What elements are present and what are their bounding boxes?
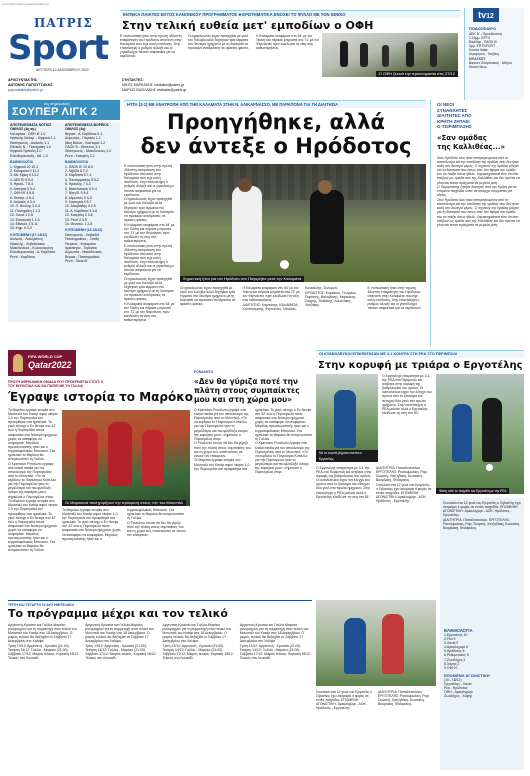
- ergotelis-photo-2-caption: Φάση από το παιχνίδι του Εργοτέλη με την ΡΕΑ: [436, 488, 509, 494]
- ergotelis-body: Ο Εργοτέλης επικράτησε με 3-1 της ΡΕΑ στο Περιμπόλι και ανέβηκε στην κορυφή της βαθμολογίας του ομίλου. Οι κυανόλευκοι είχαν τον έλεγχο του αγώνα από το ξεκίνημα και πέτυχαν δύο γκολ στο πρώτο ημίχρονο. Στην επανάληψη η ΡΕΑ μείωσε αλλά ο Εργοτέλης κλείδωσε τη νίκη στο 81'.: [382, 374, 432, 415]
- editor-role: ΑΡΧΙΣΥΝΤΑΚΤΗΣ:: [8, 78, 38, 82]
- worldcup-body: Το Μαρόκο έγραψε ιστορία στο Μουντιάλ του Κατάρ αφού νίκησε 1-0 την Πορτογαλία και προκρίθηκε στα ημιτελικά. Το γκολ πέτυχε ο Εν Νεσίρι στο 42' ενώ η Πορτογαλία πίεσε ασφυκτικά στο δεύτερο ημίχρονο χωρίς να καταφέρει να ισοφαρίσει. Μεγάλος πρωταγωνιστής ήταν και ο τερματοφύλακας Μπουνού. Στα ημιτελικά το Μαρόκο θα αντιμετωπίσει τη Γαλλία. Ο Κριστιάνο Ρονάλντο έγραψε στα social media για τον αποκλεισμό της Πορτογαλίας από το Μουντιάλ. «Το να κερδίσω το Παγκόσμιο Κύπελλο για την Πορτογαλία ήταν το μεγαλύτερο και πιο φιλόδοξο όνειρο της καριέρας μου», σημείωσε ο Πορτογάλος σταρ. Το Μαρόκο έγραψε ιστορία στο Μουντιάλ του Κατάρ αφού νίκησε 1-0 την Πορτογαλία και προκρίθηκε στα ημιτελικά. Το γκολ πέτυχε ο Εν Νεσίρι στο 42' ενώ η Πορτογαλία πίεσε ασφυκτικά στο δεύτερο ημίχρονο χωρίς να καταφέρει να ισοφαρίσει. Μεγάλος πρωταγωνιστής ήταν και ο τερματοφύλακας Μπουνού. Στα ημιτελικά το Μαρόκο θα αντιμετωπίσει τη Γαλλία.: [8, 408, 58, 553]
- staff-box-2: [122, 78, 232, 93]
- staff-box: [8, 78, 118, 93]
- sl2-prefix: Δη σημειωτική: [44, 101, 70, 106]
- main-body-col1: Ε ντυπωσιακή ήταν στην πρώτη 45λεπτη επικράτηση του Ηρόδοτου απέναντι στην Καλαμάτα που είχε καλή απόδοση. Στην επανάληψη ο ρυθμός άλλαξε και οι γηπεδούχοι πίεσαν ασφυκτικά για να κερδίσουν. Οι ηρακλειώτες είχαν προηγηθεί με γκολ του Καλύβα αλλά δέχτηκαν τρία τέρματα στο δεύτερο ημίχρονο με τη διαιτησία να προκαλεί αντιδράσεις σε αρκετές φάσεις. Η Καλαμάτα ισοφάρισε στο 54' με τον Τεκίνη και πέρασε μπροστά στο 71' με τον Φερνάντες πριν κλειδώσει τη νίκη στις καθυστερήσεις. Ε ντυπωσιακή ήταν στην πρώτη 45λεπτη επικράτηση του Ηρόδοτου απέναντι στην Καλαμάτα που είχε καλή απόδοση. Στην επανάληψη ο ρυθμός άλλαξε και οι γηπεδούχοι πίεσαν ασφυκτικά για να κερδίσουν. Οι ηρακλειώτες είχαν προηγηθεί με γκολ του Καλύβα αλλά δέχτηκαν τρία τέρματα στο δεύτερο ημίχρονο με τη διαιτησία να προκαλεί αντιδράσεις σε αρκετές φάσεις. Η Καλαμάτα ισοφάρισε στο 54' με τον Τεκίνη και πέρασε μπροστά στο 71' με τον Φερνάντες πριν κλειδώσει τη νίκη στις καθυστερήσεις.: [124, 164, 175, 323]
- top-body: Ε ντυπωσιακή ήταν στην πρώτη 45λεπτη επικράτηση του Ηρόδοτου απέναντι στην Καλαμάτα που είχε καλή απόδοση. Στην επανάληψη ο ρυθμός άλλαξε και οι γηπεδούχοι πίεσαν ασφυκτικά για να κερδίσουν. Οι ηρακλειώτες είχαν προηγηθεί με γκολ του Καλύβα αλλά δέχτηκαν τρία τέρματα στο δεύτερο ημίχρονο με τη διαιτησία να προκαλεί αντιδράσεις σε αρκετές φάσεις. Η Καλαμάτα ισοφάρισε στο 54' με τον Τεκίνη και πέρασε μπροστά στο 71' με τον Φερνάντες πριν κλειδώσει τη νίκη στις καθυστερήσεις.: [120, 34, 320, 59]
- masthead: [8, 14, 108, 74]
- morocco-caption: Οι Μαροκινοί πανηγυρίζουν την πρόκριση στους «4» του Μουντιάλ: [62, 500, 186, 506]
- ergotelis-headline: Στην κορυφή με τριάρα ο Εργοτέλης: [318, 360, 523, 371]
- ergotelis-photo-caption: Με τα σωστά βήματα κινείται ο Εργοτέλης: [316, 450, 378, 462]
- staff-1: ΝΙΚΟΣ ΜΑΡΚΑΚΗΣ markakis@patris.gr: [122, 83, 185, 87]
- sl2-tables: ΑΠΟΤΕΛΕΣΜΑΤΑ ΝΟΤΙΟΣ ΟΜΙΛΟΣ (4η αγ.) Καλαμάτα - ΟΦΗ Β' 1-0 Ηρακλής Καλαμ. - Κηφισιά 1-1 Θεσπρωτός - Αιολικός 1-1 Εθνικός Ν. - Παναχαϊκή 1-0 Κηφισιά-Τριπολη 3-0 Ελευθερουπολη - Αθ. 1-0 ΒΑΘΜΟΛΟΓΙΑ 1. Κηφισιά 10 10-1 2. Καλαμάτα 9 12-4 3. Αθ. Κίρκη 8 13-2 4. ΑΕΚ Β' 8 8-4 5. Ηρακλ. 7 5-4 6. Αστέρας 5 5-4 7. ΟΦΗ Β' 4 5-8 8. Θεσπρ. 4 5-4 9. Αιολικός 4 3-4 10. Π. Βουλής 3 4-3 11. Παναχαϊκή 1 1-3 12. Χανιά 1 2-6 13. Επισκοπή 1 1-5 14. Εθνικός 1 5-11 15. Κηφ. 0 3-3 Η ΕΠΟΜΕΝΗ (17-18/12) Αιολικός - Λυκογιάννη Ηρακλής - Λεβαδειακός Μακεδονικός - Κολοκοτρώνη Ελευθερουπολη - Α. Καρδίτσα Ρεντί - Καρδίτσα ΑΠΟΤΕΛΕΣΜΑΤΑ ΒΟΡΕΙΟΣ ΟΜΙΛΟΣ (4η) Βέροια - Α. Καρδίτσα 0-1 Αλμωπός - Πιερικός 1-1 Νίκη Βόλου - Καστοριά 1-2 ΠΑΟΚ Β - Θέστλιας 3-1 Θεσπρωτός - Μακεδονικός 1-0 Ρεντί - Κατερίνη 2-1 ΒΑΘΜΟΛΟΓΙΑ 1. ΠΑΟΚ Β' 10 8-3 2. Λεβ/δα 8 7-2 3. Καρδίτσα 8 7-4 4. Πανσερραϊκός 8 5-2 5. Ηρακλής 7 3-3 6. Μακεδονικός 5 5-4 7. Νίκη Β. 5 5-4 8. Αλμωπός 5 4-3 9. Καστοριά 4 5-7 10. Αλκιβιάδης 4 4-5 11. Α. Καρδίτσα 3 4-6 12. Κατερίνη 2 3-6 13. Ρεντί 2 3-5 14. Θεσσαλ. 1 2-6 Η ΕΠΟΜΕΝΗ (16-18/12) Θεσπρωτός - Λειβαδιά Πανσερραϊκός - Ξάνθη Πιερικός - Καλαμάτα Ιεράπετρα - Τορόνκαι Αλμωπός - Μακεδονικός Βέροια - Πανσερραϊκός Ρεντί - Παοκ Β': [8, 122, 120, 322]
- trophy-icon: [13, 354, 23, 372]
- morocco-photo: [62, 410, 190, 506]
- ergotelis-kicker: ΟΙ ΚΥΑΝΟΛΕΥΚΟΙ ΕΠΙΚΡΑΤΗΣΑΝ ΜΕ 3-1 ΚΟΝΤΡΑ ΣΤΗ ΡΕΑ ΣΤΟ ΠΕΡΙΜΠΟΛΙ: [316, 350, 524, 358]
- tv-list: ΑΕΚ Β' - Προοδευτική 3.15μμ. ΕΡΤ3 Βαρδάρ - ΠΑΟΚ Β' 3μμ. ERTSPORT Κούπα Italia: Ατρομητος - Κοζάνη ΜΠΑΣΚΕΤ Βασκετ Ολυμπιακός - Αθήνα Νολαν Μωκ: [469, 32, 512, 69]
- date-line: ΔΕΥΤΕΡΑ 12 ΔΕΚΕΜΒΡΙΟΥ 2022: [36, 68, 89, 72]
- worldcup-headline: Έγραψε ιστορία το Μαρόκο: [8, 390, 194, 404]
- staff-role: ΣΥΝΤΑΚΤΕΣ:: [122, 78, 144, 82]
- page-number: 12: [505, 4, 512, 10]
- main-headline: Προηγήθηκε, αλλά δεν άντεξε ο Ηρόδοτος: [140, 110, 412, 158]
- tv-box: [464, 8, 524, 104]
- main-photo-caption: Σημαντική ήττα για τον Ηρόδοτο στο Παγκρήτιο μετά την Καλαμάτα: [180, 276, 304, 282]
- ronaldo-story: ΡΟΝΑΛΝΤΟ «Δεν θα γύριζα ποτέ την πλάτη στους συμπαίκτες μου και στη χώρα μου» Ο Κριστιάνο Ρονάλντο έγραψε στα social media για τον αποκλεισμό της Πορτογαλίας από το Μουντιάλ. «Το να κερδίσω το Παγκόσμιο Κύπελλο για την Πορτογαλία ήταν το μεγαλύτερο και πιο φιλόδοξο όνειρο της καριέρας μου», σημείωσε ο Πορτογάλος σταρ. Ο Ρονάλντο τόνισε ότι δεν θα γύριζε ποτέ την πλάτη στους συμπαίκτες του και τη χώρα του, απαντώντας σε όσους τον επέκριναν. Το Μαρόκο έγραψε ιστορία στο Μουντιάλ του Κατάρ αφού νίκησε 1-0 την Πορτογαλία και προκρίθηκε στα ημιτελικά. Το γκολ πέτυχε ο Εν Νεσίρι στο 42' ενώ η Πορτογαλία πίεσε ασφυκτικά στο δεύτερο ημίχρονο χωρίς να καταφέρει να ισοφαρίσει. Μεγάλος πρωταγωνιστής ήταν και ο τερματοφύλακας Μπουνού. Στα ημιτελικά το Μαρόκο θα αντιμετωπίσει τη Γαλλία. Ο Κριστιάνο Ρονάλντο έγραψε στα social media για τον αποκλεισμό της Πορτογαλίας από το Μουντιάλ. «Το να κερδίσω το Παγκόσμιο Κύπελλο για την Πορτογαλία ήταν το μεγαλύτερο και πιο φιλόδοξο όνειρο της καριέρας μου», σημείωσε ο Πορτογάλος σταρ.: [194, 370, 312, 475]
- worldcup-body-2: Το Μαρόκο έγραψε ιστορία στο Μουντιάλ του Κατάρ αφού νίκησε 1-0 την Πορτογαλία και προκρίθηκε στα ημιτελικά. Το γκολ πέτυχε ο Εν Νεσίρι στο 42' ενώ η Πορτογαλία πίεσε ασφυκτικά στο δεύτερο ημίχρονο χωρίς να καταφέρει να ισοφαρίσει. Μεγάλος πρωταγωνιστής ήταν και ο τερματοφύλακας Μπουνού. Στα ημιτελικά το Μαρόκο θα αντιμετωπίσει τη Γαλλία. Ο Ρονάλντο τόνισε ότι δεν θα γύριζε ποτέ την πλάτη στους συμπαίκτες του και τη χώρα του, απαντώντας σε όσους τον επέκριναν.: [62, 508, 186, 541]
- ergotelis-photo-2: [436, 374, 524, 494]
- top-photo-caption: Ο ΟΦΗ ξεκινά την προετοιμασία στις 27/12: [376, 71, 458, 77]
- side-body: Στον Ηρόδοτο ολοι ήταν απογοητευμένοι από το αποτέλεσμα και την απόδοση της ομάδας που δεν ήταν καλή στο δεύτερο μέρος. Ο τεχνικός της ομάδας μίλησε για τη διαιτησία που όπως είπε δεν άφησε την ομάδα του να παίξει όπως ήθελε. Χαρακτηριστικά είπε ότι έτσι παίζουν ως ομάδα σαν της Καλλιθέας και δεν πρέπει να γίνονται τέτοια πράγματα σε μεγάλα ματς. Ο Τσιριμπάσης ζήτησε διαιτητές από την Κρήτη για τα επόμενα παιχνίδια ώστε να υπάρχει ισορροπία για όλους. Στον Ηρόδοτο ολοι ήταν απογοητευμένοι από το αποτέλεσμα και την απόδοση της ομάδας που δεν ήταν καλή στο δεύτερο μέρος. Ο τεχνικός της ομάδας μίλησε για τη διαιτησία που όπως είπε δεν άφησε την ομάδα του να παίξει όπως ήθελε. Χαρακτηριστικά είπε ότι έτσι παίζουν ως ομάδα σαν της Καλλιθέας και δεν πρέπει να γίνονται τέτοια πράγματα σε μεγάλα ματς.: [437, 156, 520, 227]
- top-kicker: ΕΝΤΕΚΑ ΠΑΙΚΤΕΣ ΕΚΤΟΣ ΚΑΝΟΝΙΚΟΥ ΠΡΟΓΡΑΜΜΑΤΟΣ ■ ΕΡΩΤΗΜΑΤΙΚΑ ΕΝΟΧΕΙ ΤΟ ΦΥΛΛΟ ΜΕ ΤΟΝ ΙΩΝΙΚΟ: [120, 10, 460, 18]
- editor-name: ΑΝΤΩΝΗΣ ΠΑΠΟΥΤΣΑΚΗΣ: [8, 83, 53, 87]
- ofh-training-photo: [322, 33, 458, 77]
- top-headline: Στην τελική ευθεία μετ' εμποδίων ο ΟΦΗ: [122, 19, 374, 32]
- side-quote: «Σαν ομάδας της Καλλιθέας...»: [437, 134, 506, 151]
- ergotelis-standings: Συνολικά στα 12 γκολ του Εργοτέλη ο Σιβασλής έχει σκοράρει 4 φορές σε εννέα παιχνίδια. ΕΠΟΜΕΝΗ ΑΓΩΝΙΣΤΙΚΗ: Αρκαλοχώρι - ΑΟΚ, Ηρόδοτος - Εργοτέλης. ΔΙΑΙΤΗΤΡΙΑ: Παπαδοπούλου. ΕΡΓΟΤΕΛΗΣ: Ρικσουμαλικη, Ραρ, Σκορινή, Χατζηδάκη, Κωστάκη, Βουρλάκη, Φαλαράκη. ΒΑΘΜΟΛΟΓΙΑ 1.Εργοτέλης 10 2.Ρέα 9 3.Χανιά 9 4.Αρκαλοχώρι 8 5.Ηρόδοτος 6 6.Ρεθυμνιακός 5 7.Ζωοδόχος 3 8.Χάρης 2 9.ΟΦΗ 0 ΕΠΟΜΕΝΗ ΑΓΩΝΙΣΤΙΚΗ (16 - 18/12) Εργοτέλης - Χανιά Ρέα - Ηρόδοτος ΟΦΗ - Αρκαλοχώρι Ζωοδόχος - Χάρης: [440, 498, 524, 770]
- worldcup-logo: FIFA WORLD CUP Qatar2022: [8, 350, 76, 376]
- tv-logo: tv12: [473, 8, 499, 22]
- ergotelis-body-3: Συνολικά στα 12 γκολ του Εργοτέλη ο Σιβασλής έχει σκοράρει 4 φορές σε εννέα παιχνίδια. ΕΠΟΜΕΝΗ ΑΓΩΝΙΣΤΙΚΗ: Αρκαλοχώρι - ΑΟΚ, Ηρόδοτος - Εργοτέλης. ΔΙΑΙΤΗΤΡΙΑ: Παπαδοπούλου. ΕΡΓΟΤΕΛΗΣ: Ρικσουμαλικη, Ραρ, Σκορινή, Χατζηδάκη, Κωστάκη, Βουρλάκη, Φαλαράκη.: [316, 690, 430, 711]
- ergotelis-photo-3: [316, 600, 436, 686]
- sl2-banner: [8, 100, 120, 120]
- page-label: peninsularmilitarysweatintepatris.gr: [2, 2, 49, 6]
- main-body-col2: Οι ηρακλειώτες είχαν προηγηθεί με γκολ του Καλύβα αλλά δέχτηκαν τρία τέρματα στο δεύτερο ημίχρονο με τη διαιτησία να προκαλεί αντιδράσεις σε αρκετές φάσεις. Η Καλαμάτα ισοφάρισε στο 54' με τον Τεκίνη και πέρασε μπροστά στο 71' με τον Φερνάντες πριν κλειδώσει τη νίκη στις καθυστερήσεις. ΔΙΑΙΤΗΤΗΣ: Καμπάκης. ΚΑΛΑΜΑΤΑ: Κουτσουμπής, Φερνάντες, Ντούλας, Κουκούλης, Σολομών. ΗΡΟΔΟΤΟΣ: Κυριάκου, Γεωργίου, Παρίτσης, Βαλαβάνης, Μαρκάκης, Σαρρής, Σταθάκης, Κουκλάκης, Χατζάκης. Ε ντυπωσιακή ήταν στην πρώτη 45λεπτη επικράτηση του Ηρόδοτου απέναντι στην Καλαμάτα που είχε καλή απόδοση. Στην επανάληψη ο ρυθμός άλλαξε και οι γηπεδούχοι πίεσαν ασφυκτικά για να κερδίσουν.: [180, 286, 422, 312]
- brand-main: Sport: [8, 28, 109, 68]
- side-story: ΟΙ ΝΕΟΙ ΣΥΝΑΘΛΗΤΕΣ ΔΙΑΙΤΗΤΕΣ ΑΠΟ ΚΡΗΤΗ ΖΗΤΑΕΙ Ο ΤΣΙΡΙΜΠΑΣΗΣ «Σαν ομάδας της Καλλιθέας...» Στον Ηρόδοτο ολοι ήταν απογοητευμένοι από το αποτέλεσμα και την απόδοση της ομάδας που δεν ήταν καλή στο δεύτερο μέρος. Ο τεχνικός της ομάδας μίλησε για τη διαιτησία που όπως είπε δεν άφησε την ομάδα του να παίξει όπως ήθελε. Χαρακτηριστικά είπε ότι έτσι παίζουν ως ομάδα σαν της Καλλιθέας και δεν πρέπει να γίνονται τέτοια πράγματα σε μεγάλα ματς. Ο Τσιριμπάσης ζήτησε διαιτητές από την Κρήτη για τα επόμενα παιχνίδια ώστε να υπάρχει ισορροπία για όλους. Στον Ηρόδοτο ολοι ήταν απογοητευμένοι από το αποτέλεσμα και την απόδοση της ομάδας που δεν ήταν καλή στο δεύτερο μέρος. Ο τεχνικός της ομάδας μίλησε για τη διαιτησία που όπως είπε δεν άφησε την ομάδα του να παίξει όπως ήθελε. Χαρακτηριστικά είπε ότι έτσι παίζουν ως ομάδα σαν της Καλλιθέας και δεν πρέπει να γίνονται τέτοια πράγματα σε μεγάλα ματς.: [430, 100, 524, 346]
- schedule-story: ΤΡΙΤΗ ΚΑΙ ΤΕΤΑΡΤΗ ΟΙ ΔΥΟ ΗΜΙΤΕΛΙΚΟΙ Το πρόγραμμα μέχρι και τον τελικό Αργεντινή-Κροατία και Γαλλία-Μαρόκο μονομαχούν για τη συμμετοχή στον τελικό του Μουντιάλ του Κατάρ στις 18 Δεκεμβρίου. Ο μικρός τελικός θα διεξαχθεί το Σάββατο 17 Δεκεμβρίου στο Χαλίφα. Τρίτη 13/12: Αργεντινή - Κροατία (21:00). Τετάρτη 14/12: Γαλλία - Μαρόκο (21:00). Σάββατο 17/12: Μικρός τελικός. Κυριακή 18/12: Τελικός στο Λουσαΐλ. Αργεντινή-Κροατία και Γαλλία-Μαρόκο μονομαχούν για τη συμμετοχή στον τελικό του Μουντιάλ του Κατάρ στις 18 Δεκεμβρίου. Ο μικρός τελικός θα διεξαχθεί το Σάββατο 17 Δεκεμβρίου στο Χαλίφα. Τρίτη 13/12: Αργεντινή - Κροατία (21:00). Τετάρτη 14/12: Γαλλία - Μαρόκο (21:00). Σάββατο 17/12: Μικρός τελικός. Κυριακή 18/12: Τελικός στο Λουσαΐλ. Αργεντινή-Κροατία και Γαλλία-Μαρόκο μονομαχούν για τη συμμετοχή στον τελικό του Μουντιάλ του Κατάρ στις 18 Δεκεμβρίου. Ο μικρός τελικός θα διεξαχθεί το Σάββατο 17 Δεκεμβρίου στο Χαλίφα. Τρίτη 13/12: Αργεντινή - Κροατία (21:00). Τετάρτη 14/12: Γαλλία - Μαρόκο (21:00). Σάββατο 17/12: Μικρός τελικός. Κυριακή 18/12: Τελικός στο Λουσαΐλ. Αργεντινή-Κροατία και Γαλλία-Μαρόκο μονομαχούν για τη συμμετοχή στον τελικό του Μουντιάλ του Κατάρ στις 18 Δεκεμβρίου. Ο μικρός τελικός θα διεξαχθεί το Σάββατο 17 Δεκεμβρίου στο Χαλίφα. Τρίτη 13/12: Αργεντινή - Κροατία (21:00). Τετάρτη 14/12: Γαλλία - Μαρόκο (21:00). Σάββατο 17/12: Μικρός τελικός. Κυριακή 18/12: Τελικός στο Λουσαΐλ.: [8, 600, 312, 770]
- match-photo: [180, 164, 426, 282]
- ergotelis-photo-1: [316, 374, 378, 462]
- sl2-title: ΣΟΥΠΕΡ ΛΙΓΚ 2: [12, 106, 98, 118]
- staff-2: ΜΑΡΙΟΣ ΒΑΣΙΛΑΚΗΣ vasilakis@patris.gr: [122, 88, 187, 92]
- main-kicker: ΗΤΤΑ (3-1) ΜΕ ΑΝΑΤΡΟΠΗ ΑΠΟ ΤΗΝ ΚΑΛΑΜΑΤΑ ΣΤΗΝ Ν. ΑΛΙΚΑΡΝΑΣΣΟ, ΜΕ ΠΑΡΑΠΟΝΑ ΓΙΑ ΤΗ ΔΙΑΙΤΗΣΙΑ: [124, 100, 426, 108]
- worldcup-kicker: ΠΡΩΤΗ ΑΦΡΙΚΑΝΙΚΗ ΟΜΑΔΑ ΠΟΥ ΠΡΟΚΡΙΝΕΤΑΙ ΣΤΟΥΣ 4 ΤΟΥ ΜΟΥΝΤΙΑΛ ΚΑΙ ΘΑ ΠΑΙΞΕΙ ΜΕ ΤΗ ΓΑΛΛΙΑ: [8, 380, 103, 389]
- editor-email[interactable]: papoutsakis@patris.gr: [8, 88, 43, 92]
- tv-title: ΠΟΔΟΣΦΑΙΡΟ: [469, 26, 497, 31]
- brand-top: ΠΑΤΡΙΣ: [34, 16, 93, 30]
- ergotelis-body-2: Ο Εργοτέλης επικράτησε με 3-1 της ΡΕΑ στο Περιμπόλι και ανέβηκε στην κορυφή της βαθμολογίας του ομίλου. Οι κυανόλευκοι είχαν τον έλεγχο του αγώνα από το ξεκίνημα και πέτυχαν δύο γκολ στο πρώτο ημίχρονο. Στην επανάληψη η ΡΕΑ μείωσε αλλά ο Εργοτέλης κλείδωσε τη νίκη στο 81'. ΔΙΑΙΤΗΤΡΙΑ: Παπαδοπούλου. ΕΡΓΟΤΕΛΗΣ: Ρικσουμαλικη, Ραρ, Σκορινή, Χατζηδάκη, Κωστάκη, Βουρλάκη, Φαλαράκη. Συνολικά στα 12 γκολ του Εργοτέλη ο Σιβασλής έχει σκοράρει 4 φορές σε εννέα παιχνίδια. ΕΠΟΜΕΝΗ ΑΓΩΝΙΣΤΙΚΗ: Αρκαλοχώρι - ΑΟΚ, Ηρόδοτος - Εργοτέλης.: [316, 466, 432, 504]
